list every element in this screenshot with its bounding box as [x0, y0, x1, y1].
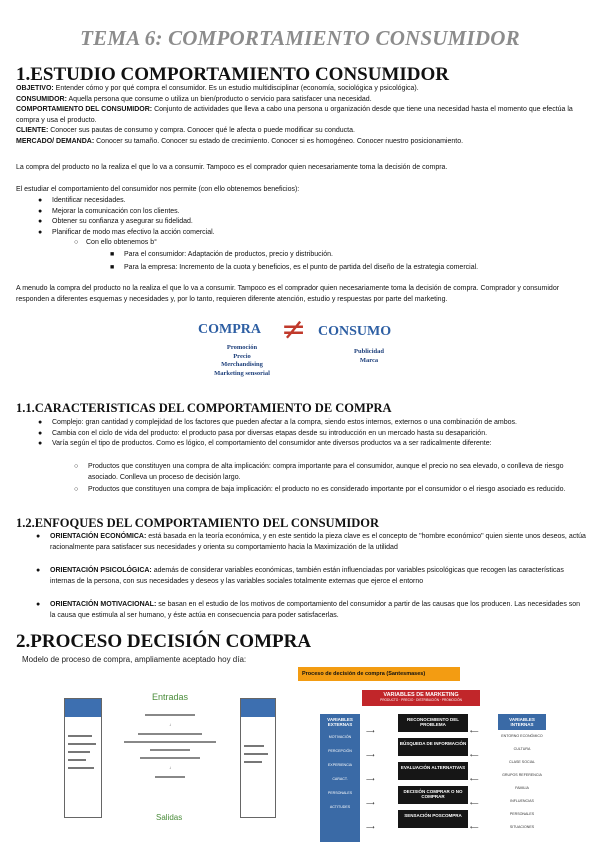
- list-item: ● Cambia con el ciclo de vida del producto: el producto pasa por diversas etapas desde su introducción en un mercado hasta su desaparición.: [38, 429, 488, 437]
- paragraph-compra: La compra del producto no la realiza el que lo va a consumir. Tampoco es el comprador quien necesariamente toma la decisión de compra.: [16, 164, 448, 171]
- list-item: ● Complejo: gran cantidad y complejidad de los factores que pueden afectar a la compra, siendo estos internos, externos o una combinación de ambos.: [38, 419, 517, 426]
- def-comportamiento: COMPORTAMIENTO DEL CONSUMIDOR: Conjunto de actividades que lleva a cabo una persona u organización desde que tiene una necesidad hasta el momento que efectúa la compra y usa el producto.: [16, 106, 573, 124]
- list-item: ● Planificar de modo mas efectivo la acción comercial.: [38, 228, 215, 236]
- list-item: ● Identificar necesidades.: [38, 197, 126, 204]
- def-consumidor: CONSUMIDOR: Aquella persona que consume o utiliza un bien/producto o servicio para satisfacer una necesidad.: [16, 95, 372, 103]
- salidas-label: Salidas: [156, 813, 183, 822]
- list-item: ○ Productos que constituyen una compra de baja implicación: el producto no es considerado importante por el consumidor o el riesgo asociado es reducido.: [74, 486, 566, 493]
- list-item: ● Mejorar la comunicación con los clientes.: [38, 207, 180, 215]
- orientation-economica: ● ORIENTACIÓN ECONÓMICA: está basada en la teoría económica, y en este sentido la pieza clave es el concepto de "hombre económico" quien siente unos deseos, actúa racionalmente para satisfacer sus necesidades y orienta su comportamiento hacia la Maximización de la utilidad: [36, 533, 586, 551]
- sub-sub-list: [110, 250, 584, 273]
- involvement-list: [74, 462, 586, 496]
- arrows-left: ⟶ ⟶ ⟶ ⟶ ⟶: [366, 729, 375, 831]
- orientation-motivacional: ● ORIENTACIÓN MOTIVACIONAL: se basan en el estudio de los motivos de comportamiento del consumidor a partir de las causas que los producen. Las necesidades son la causa que estimula al ser humano, y éste actúa en consecuencia para poder satisfacerlas.: [36, 601, 581, 619]
- benefits-list: [38, 196, 572, 238]
- marketing-variables-box: VARIABLES DE MARKETING PRODUCTO · PRECIO · DISTRIBUCIÓN · PROMOCIÓN: [362, 690, 480, 706]
- paragraph-estudiar: El estudiar el comportamiento del consumidor nos permite (con ello obtenemos beneficios):: [16, 186, 300, 193]
- orientation-psicologica: ● ORIENTACIÓN PSICOLÓGICA: además de considerar variables económicas, también están influenciadas por variables psicológicas que recogen las características internas de la persona, con sus necesidades y deseos y las variables sociales totalmente externas que ejerce el entorno: [36, 567, 564, 585]
- section-1-2-heading: 1.2.ENFOQUES DEL COMPORTAMIENTO DEL CONSUMIDOR: [16, 516, 380, 530]
- compra-items: Promoción Precio Merchandising Marketing sensorial: [214, 344, 270, 377]
- section-1-1-heading: 1.1.CARACTERISTICAS DEL COMPORTAMIENTO DE COMPRA: [16, 401, 392, 415]
- consumo-label: CONSUMO: [318, 324, 392, 339]
- def-cliente: CLIENTE: Conocer sus pautas de consumo y compra. Conocer qué le afecta o puede modificar su conducta.: [16, 127, 355, 134]
- arrows-right: ⟵ ⟵ ⟵ ⟵ ⟵: [470, 729, 479, 831]
- sub-bullet: ○ Con ello obtenemos b°: [74, 239, 157, 246]
- consumo-items: Publicidad Marca: [354, 348, 384, 364]
- model-right-header: [241, 699, 275, 717]
- list-item: ● Obtener su confianza y asegurar su fidelidad.: [38, 218, 193, 225]
- paragraph-menudo: A menudo la compra del producto no la realiza el que lo va a consumir. Tampoco es el comprador quien necesariamente toma la decisión de compra. Comprador y consumidor responden a diferentes esquemas y necesidades y, por lo tanto, requieren diferente atención, estudio y respuestas por parte del marketing.: [16, 285, 560, 303]
- external-variables-column: VARIABLES EXTERNAS MOTIVACIÓN PERCEPCIÓN EXPERIENCIA CARACT. PERSONALES ACTITUDES: [320, 714, 360, 842]
- model-intro: Modelo de proceso de compra, ampliamente aceptado hoy día:: [22, 655, 247, 664]
- model-left-box: [64, 698, 102, 818]
- model-right-box: [240, 698, 276, 818]
- list-item: ● Varía según el tipo de productos. Como es lógico, el comportamiento del consumidor ante diversos productos va a ser radicalmente diferente:: [38, 440, 492, 447]
- list-item: ■ Para la empresa: Incremento de la cuota y beneficios, es el punto de partida del diseño de la estrategia comercial.: [110, 263, 479, 271]
- list-item: ■ Para el consumidor: Adaptación de productos, precio y distribución.: [110, 251, 333, 258]
- list-item: ○ Productos que constituyen una compra de alta implicación: compra importante para el consumidor, aunque el precio no sea elevado, o conlleva de riesgo asociado. Conlleva un proceso de decisión largo.: [74, 463, 564, 481]
- model-center: ↓ ↓: [118, 708, 222, 814]
- santesmases-title-bar: [298, 667, 460, 681]
- section-2-heading: 2.PROCESO DECISIÓN COMPRA: [16, 631, 312, 652]
- model-left-header: [65, 699, 101, 717]
- not-equal-icon: ≠: [281, 312, 307, 347]
- internal-variables-column: VARIABLES INTERNAS ENTORNO ECONÓMICO CULTURA CLASE SOCIAL GRUPOS REFERENCIA FAMILIA INFLUENCIAS PERSONALES SITUACIONES: [498, 714, 546, 840]
- compra-label: COMPRA: [198, 322, 261, 337]
- entradas-label: Entradas: [152, 692, 189, 702]
- def-objetivo: OBJETIVO: Entender cómo y por qué compra el consumidor. Es un estudio multidisciplinar (economía, sociológica y psicológica).: [16, 85, 419, 92]
- decision-steps: RECONOCIMIENTO DEL PROBLEMA BÚSQUEDA DE INFORMACIÓN EVALUACIÓN ALTERNATIVAS DECISIÓN COMPRAR O NO COMPRAR SENSACIÓN POSCOMPRA: [398, 714, 468, 828]
- section-1-heading: 1.ESTUDIO COMPORTAMIENTO CONSUMIDOR: [16, 64, 450, 85]
- santesmases-title: Proceso de decisión de compra (Santesmases): [302, 671, 426, 677]
- def-mercado: MERCADO/ DEMANDA: Conocer su tamaño. Conocer su estado de crecimiento. Conocer si es homogéneo. Conocer nuestro posicionamiento.: [16, 137, 464, 145]
- section-1-definitions: [16, 84, 586, 147]
- page-title: TEMA 6: COMPORTAMIENTO CONSUMIDOR: [80, 26, 520, 50]
- characteristics-list: [38, 418, 588, 450]
